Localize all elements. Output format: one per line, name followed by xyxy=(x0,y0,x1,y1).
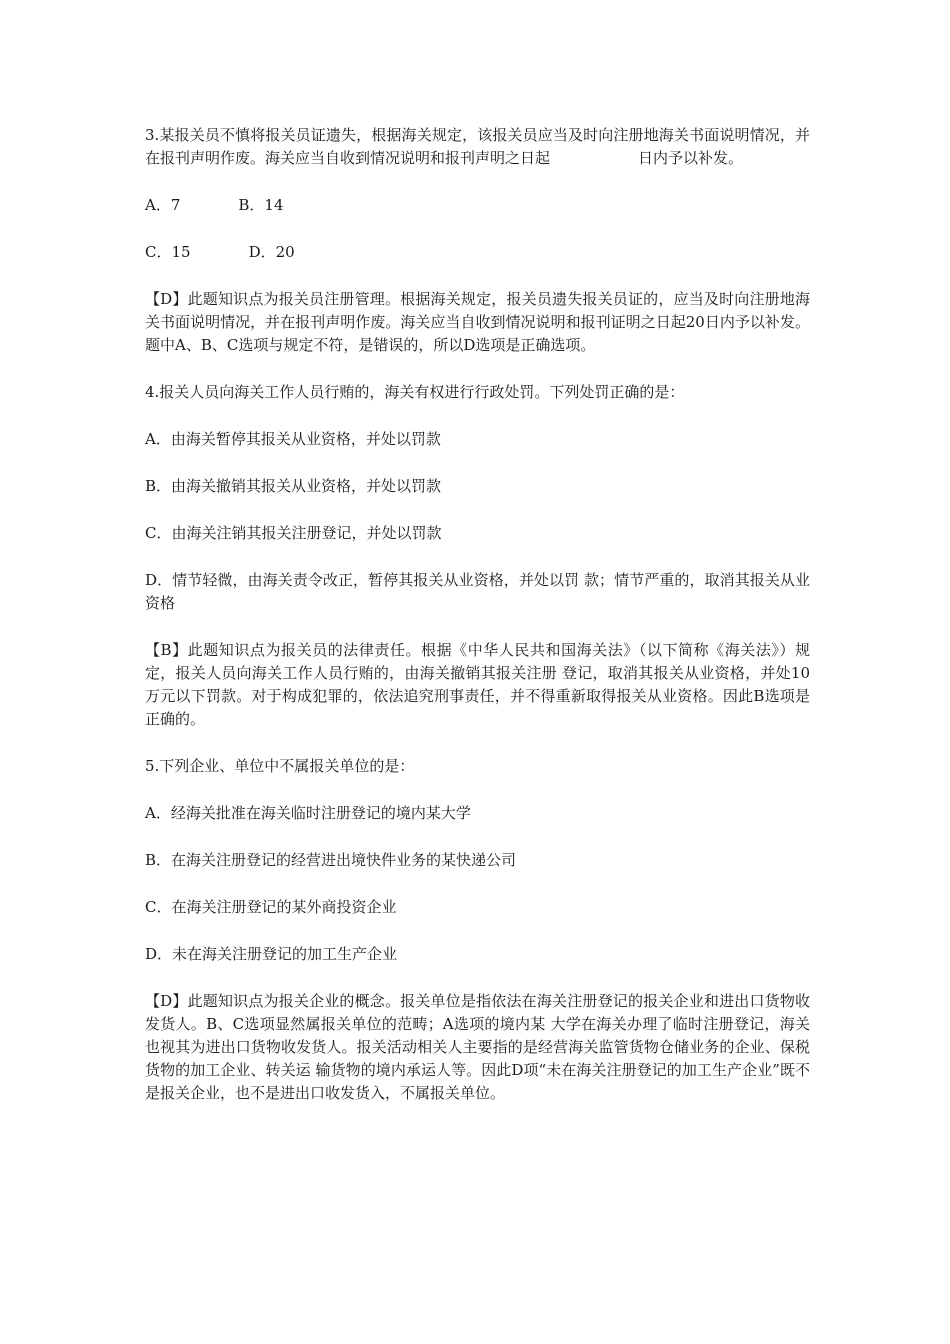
question-4-option-b: B．由海关撤销其报关从业资格，并处以罚款 xyxy=(145,477,442,495)
question-5-option-d: D．未在海关注册登记的加工生产企业 xyxy=(145,945,398,963)
question-4-answer: 【B】此题知识点为报关员的法律责任。根据《中华人民共和国海关法》（以下简称《海关法》）规定，报关人员向海关工作人员行贿的，由海关撤销其报关注册 登记，取消其报关从业资格，并处10万元以下罚款。对于构成犯罪的，依法追究刑事责任，并不得重新取得报关从业资格。因此B选项是正确的。 xyxy=(145,641,810,728)
question-5-option-a: A．经海关批准在海关临时注册登记的境内某大学 xyxy=(145,804,471,822)
option-d: D．20 xyxy=(248,243,295,261)
question-3-answer: 【D】此题知识点为报关员注册管理。根据海关规定，报关员遗失报关员证的，应当及时向注册地海关书面说明情况，并在报刊声明作废。海关应当自收到情况说明和报刊证明之日起20日内予以补发。题中A、B、C选项与规定不符，是错误的，所以D选项是正确选项。 xyxy=(145,290,810,354)
question-5-stem: 5.下列企业、单位中不属报关单位的是： xyxy=(145,757,415,775)
question-3-stem-part1: 3.某报关员不慎将报关员证遗失，根据海关规定，该报关员应当及时向注册地海关书面说明情况，并在报刊声明作废。海关应当自收到情况说明和报刊声明之日起 xyxy=(145,126,810,167)
question-5-option-c: C．在海关注册登记的某外商投资企业 xyxy=(145,898,397,916)
question-4-option-d: D．情节轻微，由海关责令改正，暂停其报关从业资格，并处以罚 款；情节严重的，取消其报关从业资格 xyxy=(145,571,810,612)
question-3-stem-part2: 日内予以补发。 xyxy=(638,149,744,167)
question-3-options-ab xyxy=(145,194,810,217)
question-4-option-c: C．由海关注销其报关注册登记，并处以罚款 xyxy=(145,524,442,542)
question-3-options-cd xyxy=(145,241,810,264)
option-a: A．7 xyxy=(145,196,181,214)
document-page xyxy=(145,124,810,1129)
option-c: C．15 xyxy=(145,243,191,261)
question-5-option-b: B．在海关注册登记的经营进出境快件业务的某快递公司 xyxy=(145,851,517,869)
question-5-answer: 【D】此题知识点为报关企业的概念。报关单位是指依法在海关注册登记的报关企业和进出口货物收发货人。B、C选项显然属报关单位的范畴；A选项的境内某 大学在海关办理了临时注册登记，海关也视其为进出口货物收发货人。报关活动相关人主要指的是经营海关监管货物仓储业务的企业、保税货物的加工企业、转关运 输货物的境内承运人等。因此D项“未在海关注册登记的加工生产企业”既不是报关企业，也不是进出口收发货入，不属报关单位。 xyxy=(145,992,810,1102)
question-4-option-a: A．由海关暂停其报关从业资格，并处以罚款 xyxy=(145,430,441,448)
question-3-stem xyxy=(145,124,810,170)
question-4-stem: 4.报关人员向海关工作人员行贿的，海关有权进行行政处罚。下列处罚正确的是： xyxy=(145,383,685,401)
option-b: B．14 xyxy=(238,196,284,214)
